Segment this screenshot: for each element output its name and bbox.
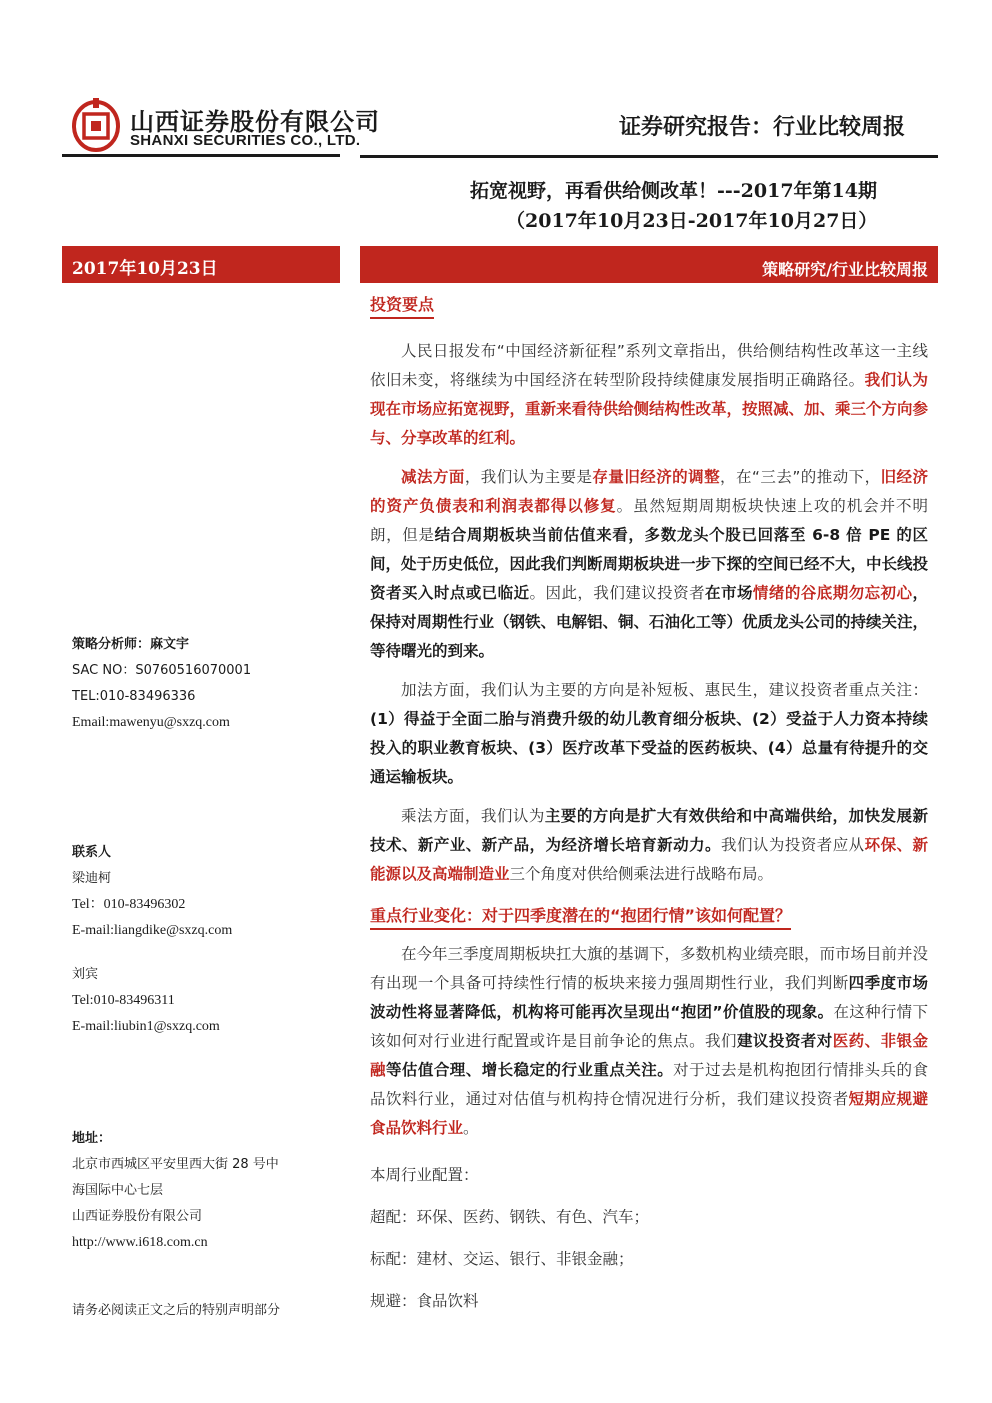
highlight-red: 情绪的谷底期勿忘初心 <box>752 584 913 602</box>
report-date: 2017年10月23日 <box>72 259 218 279</box>
contact1-email: E-mail:liangdike@sxzq.com <box>72 923 233 938</box>
text-span: 在这种行情下该如何对行业进行配置或许是目前争论的焦点。我们 <box>370 1003 928 1050</box>
report-type: 证券研究报告：行业比较周报 <box>618 115 905 140</box>
text-span: 在今年三季度周期板块扛大旗的基调下，多数机构业绩亮眼，而市场目前并没有出现一个具备可持续性行情的板块来接力强周期性行业，我们判断 <box>370 945 929 992</box>
allocation-avoid: 规避：食品饮料 <box>370 1292 479 1310</box>
company-name-en: SHANXI SECURITIES CO., LTD. <box>130 132 361 149</box>
highlight-bold: 主要的方向是扩大有效供给和中高端供给，加快发展新技术、新产业、新产品，为经济增长培育新动力。 <box>370 807 928 854</box>
highlight-bold: 建议投资者对 <box>736 1032 833 1050</box>
highlight-red: 存量旧经济的调整 <box>592 468 721 486</box>
paragraph-subtraction <box>370 463 928 666</box>
contact2-email: E-mail:liubin1@sxzq.com <box>72 1019 220 1034</box>
text-span: 对于过去是机构抱团行情排头兵的食品饮料行业，通过对估值与机构持仓情况进行分析，我们建议投资者 <box>370 1061 928 1108</box>
paragraph-addition <box>370 676 928 792</box>
text-span: 乘法方面，我们认为 <box>401 807 545 825</box>
analyst-label: 策略分析师：麻文宇 <box>72 637 190 652</box>
disclaimer-text: 请务必阅读正文之后的特别声明部分 <box>72 1303 281 1318</box>
address-line2: 海国际中心七层 <box>72 1183 164 1198</box>
text-span: 。虽然短期周期板块快速上攻的机会并不明朗，但是 <box>370 497 928 544</box>
analyst-block <box>72 632 342 736</box>
allocation-title: 本周行业配置： <box>370 1166 479 1184</box>
text-span: 我们认为投资者应从 <box>721 836 865 854</box>
analyst-tel: TEL:010-83496336 <box>72 689 196 704</box>
contact2-tel: Tel:010-83496311 <box>72 993 175 1008</box>
highlight-red: 医药、非银金融 <box>370 1032 928 1079</box>
text-span: 人民日报发布“中国经济新征程”系列文章指出，供给侧结构性改革这一主线依旧未变，将继续为中国经济在转型阶段持续健康发展指明正确路径。 <box>370 342 928 389</box>
highlight-red: 旧经济的资产负债表和利润表都得以修复 <box>370 468 928 515</box>
highlight-bold: 等估值合理、增长稳定的行业重点关注。 <box>385 1061 674 1079</box>
contact1-name: 梁迪柯 <box>72 871 112 886</box>
analyst-email: Email:mawenyu@sxzq.com <box>72 715 230 730</box>
highlight-bold: (1）得益于全面二胎与消费升级的幼儿教育细分板块、(2）受益于人力资本持续投入的职业教育板块、(3）医疗改革下受益的医药板块、(4）总量有待提升的交通运输板块。 <box>370 710 928 786</box>
company-website: http://www.i618.com.cn <box>72 1235 208 1250</box>
contact-heading: 联系人 <box>72 845 112 860</box>
paragraph-intro <box>370 337 928 453</box>
section-heading-industry-changes: 重点行业变化：对于四季度潜在的“抱团行情”该如何配置？ <box>370 903 791 930</box>
text-span: ，我们认为主要是 <box>464 468 593 486</box>
company-name-cn: 山西证券股份有限公司 <box>130 108 380 136</box>
contact2-name: 刘宾 <box>72 967 99 982</box>
address-line3: 山西证券股份有限公司 <box>72 1209 203 1224</box>
header-rule-left <box>62 154 340 157</box>
report-category: 策略研究/行业比较周报 <box>762 260 928 279</box>
report-period: （2017年10月23日-2017年10月27日） <box>506 210 878 232</box>
paragraph-multiplication <box>370 802 928 889</box>
address-heading: 地址： <box>72 1131 112 1146</box>
highlight-red: 减法方面 <box>401 468 465 486</box>
report-title: 拓宽视野，再看供给侧改革！---2017年第14期 <box>470 180 877 202</box>
disclaimer-note <box>72 1298 342 1324</box>
address-line1: 北京市西城区平安里西大街 28 号中 <box>72 1157 279 1172</box>
highlight-red: 我们认为现在市场应拓宽视野，重新来看待供给侧结构性改革，按照减、加、乘三个方向参与、分享改革的红利。 <box>370 371 929 447</box>
text-span: 。因此，我们建议投资者 <box>529 584 706 602</box>
header-rule-right <box>360 155 938 158</box>
text-span: 。 <box>463 1119 479 1137</box>
highlight-red: 环保、新能源以及高端制造业 <box>370 836 928 883</box>
allocation-standard: 标配：建材、交运、银行、非银金融； <box>370 1250 634 1268</box>
contact1-tel: Tel：010-83496302 <box>72 897 186 912</box>
highlight-bold: 结合周期板块当前估值来看，多数龙头个股已回落至 6-8 倍 PE 的区间，处于历史低位，因此我们判断周期板块进一步下探的空间已经不大，中长线投资者买入时点或已临近 <box>370 526 929 602</box>
company-logo <box>70 96 380 160</box>
allocation-overweight: 超配：环保、医药、钢铁、有色、汽车； <box>370 1208 650 1226</box>
text-span: 三个角度对供给侧乘法进行战略布局。 <box>509 865 774 883</box>
text-span: ，在“三去”的推动下， <box>720 468 881 486</box>
text-span: 加法方面，我们认为主要的方向是补短板、惠民生，建议投资者重点关注： <box>401 681 928 699</box>
main-content <box>370 290 928 1311</box>
highlight-red: 短期应规避食品饮料行业 <box>370 1090 928 1137</box>
paragraph-industry <box>370 940 928 1143</box>
highlight-bold: 在市场 <box>705 584 753 602</box>
analyst-sac: SAC NO：S0760516070001 <box>72 663 252 678</box>
address-block <box>72 1126 342 1256</box>
highlight-bold: ，保持对周期性行业（钢铁、电解铝、铜、石油化工等）优质龙头公司的持续关注，等待曙光的到来。 <box>370 584 929 660</box>
highlight-bold: 四季度市场波动性将显著降低，机构将可能再次呈现出“抱团”价值股的现象。 <box>370 974 928 1021</box>
contact-block <box>72 840 342 1040</box>
company-seal-icon <box>70 96 122 154</box>
section-heading-key-points: 投资要点 <box>370 292 434 319</box>
